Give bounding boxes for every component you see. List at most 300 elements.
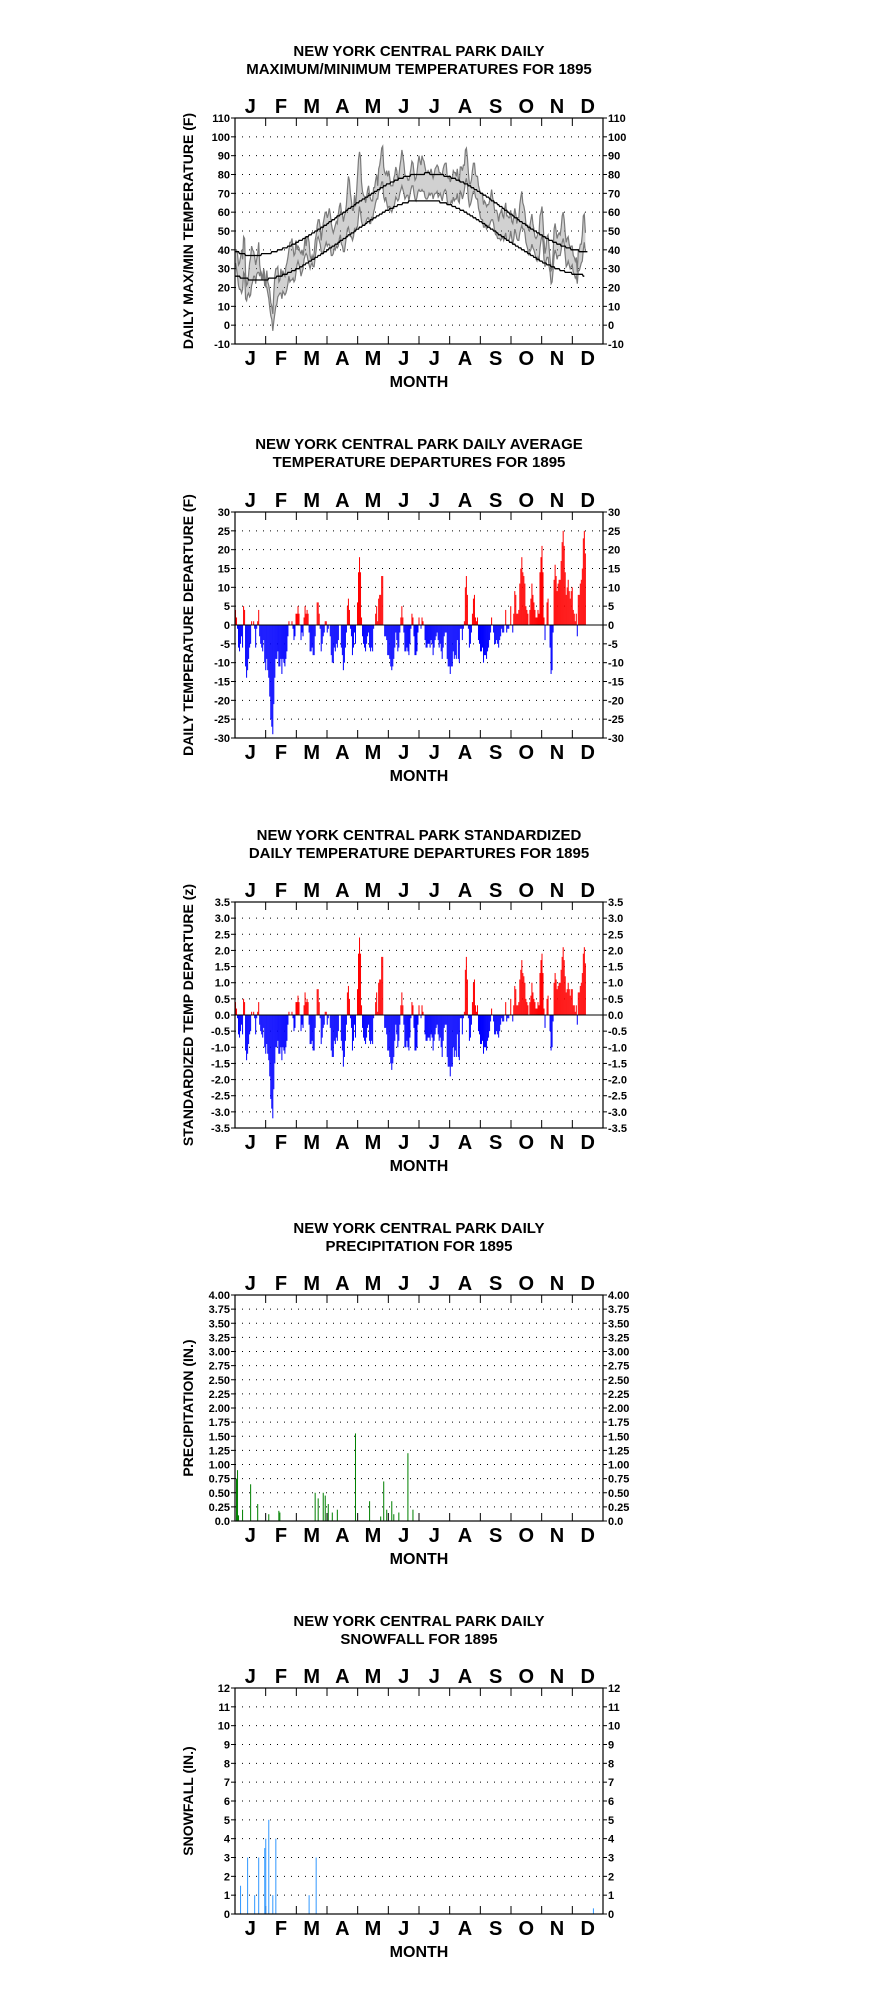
y-tick-label-right: -10 <box>608 339 624 351</box>
month-label-bottom: M <box>303 1918 321 1940</box>
data-bar <box>303 625 304 636</box>
y-tick-label-left: 20 <box>217 544 230 557</box>
data-bar <box>527 1005 528 1015</box>
data-bar <box>537 1002 538 1015</box>
data-bar <box>390 1015 391 1063</box>
data-bar <box>291 621 292 625</box>
y-tick-label-right: 20 <box>608 544 621 557</box>
data-bar <box>422 617 423 625</box>
data-bar <box>241 625 242 636</box>
data-bar <box>319 1002 320 1015</box>
data-bar <box>258 610 259 625</box>
chart-title: NEW YORK CENTRAL PARK DAILY <box>293 1220 545 1237</box>
data-bar <box>520 970 521 1015</box>
data-bar <box>402 1005 403 1015</box>
data-bar <box>407 1453 408 1521</box>
data-bar <box>346 625 347 633</box>
data-bar <box>458 1015 459 1057</box>
data-bar <box>449 1015 450 1067</box>
data-bar <box>489 625 490 640</box>
data-bar <box>561 970 562 1015</box>
data-bar <box>399 625 400 633</box>
data-bar <box>498 1015 499 1038</box>
data-bar <box>348 986 349 1015</box>
data-bar <box>351 625 352 636</box>
data-bar <box>333 1015 334 1057</box>
data-bar <box>485 625 486 655</box>
month-label-bottom: S <box>488 1132 503 1154</box>
data-bar <box>521 960 522 1015</box>
x-axis-label: MONTH <box>389 374 449 391</box>
data-bar <box>558 584 559 625</box>
y-tick-label-right: -5 <box>608 638 618 651</box>
y-tick-label-left: 50 <box>217 226 230 238</box>
data-bar <box>352 625 353 655</box>
data-bar <box>468 625 469 629</box>
data-bar <box>562 542 563 625</box>
month-label-top: N <box>549 880 565 902</box>
data-bar <box>580 986 581 1015</box>
data-bar <box>545 625 546 640</box>
data-bar <box>352 1015 353 1051</box>
data-bar <box>573 1005 574 1015</box>
chart-3 <box>180 827 627 1175</box>
data-bar <box>265 1839 266 1914</box>
data-bar <box>535 617 536 625</box>
month-label-bottom: A <box>457 742 473 764</box>
data-bar <box>462 625 463 640</box>
data-bar <box>438 1015 439 1034</box>
data-bar <box>572 587 573 625</box>
data-bar <box>517 1005 518 1015</box>
data-bar <box>530 996 531 1015</box>
data-bar <box>450 1015 451 1076</box>
data-bar <box>283 625 284 663</box>
data-bar <box>342 625 343 655</box>
data-bar <box>471 1015 472 1025</box>
x-axis-label: MONTH <box>389 1551 449 1568</box>
data-bar <box>584 947 585 1015</box>
data-bar <box>434 1015 435 1041</box>
data-bar <box>465 970 466 1015</box>
data-bar <box>395 625 396 633</box>
data-bar <box>375 1002 376 1015</box>
data-bar <box>322 625 323 644</box>
data-bar <box>325 1496 326 1521</box>
data-bar <box>257 1504 258 1521</box>
month-label-top: N <box>549 1273 565 1295</box>
data-bar <box>497 625 498 644</box>
data-bar <box>369 1501 370 1521</box>
data-bar <box>463 625 464 629</box>
data-bar <box>404 625 405 651</box>
data-bar <box>483 1015 484 1054</box>
month-label-bottom: N <box>549 742 565 764</box>
y-tick-label-right: 3.75 <box>608 1304 630 1317</box>
y-tick-label-left: 15 <box>217 563 230 576</box>
y-tick-label-right: 10 <box>608 301 621 314</box>
data-bar <box>394 1015 395 1041</box>
data-bar <box>315 625 316 636</box>
data-bar <box>310 625 311 651</box>
y-tick-label-left: 3 <box>223 1852 230 1865</box>
data-bar <box>474 979 475 1015</box>
data-bar <box>378 983 379 1015</box>
data-bar <box>316 1858 317 1915</box>
data-bar <box>375 614 376 625</box>
data-bar <box>348 599 349 625</box>
data-bar <box>538 614 539 625</box>
month-label-bottom: J <box>428 348 440 370</box>
data-bar <box>525 999 526 1015</box>
data-bar <box>457 1015 458 1034</box>
data-bar <box>354 1015 355 1025</box>
data-bar <box>248 1015 249 1044</box>
data-bar <box>498 625 499 648</box>
month-label-bottom: J <box>244 348 256 370</box>
y-tick-label-left: 2.00 <box>208 1403 230 1415</box>
data-bar <box>496 1015 497 1031</box>
data-bar <box>485 1015 486 1047</box>
month-label-bottom: J <box>244 1525 256 1547</box>
data-bar <box>417 1015 418 1025</box>
data-bar <box>273 1015 274 1089</box>
data-bar <box>448 1015 449 1067</box>
plot-frame <box>235 1688 603 1914</box>
data-bar <box>570 599 571 625</box>
data-bar <box>548 599 549 625</box>
data-bar <box>476 621 477 625</box>
data-bar <box>454 1015 455 1057</box>
data-bar <box>271 625 272 727</box>
data-bar <box>560 580 561 625</box>
data-bar <box>412 617 413 625</box>
data-bar <box>336 625 337 644</box>
month-label-top: A <box>457 1666 473 1688</box>
data-bar <box>501 625 502 629</box>
data-bar <box>323 1493 324 1521</box>
data-bar <box>369 625 370 648</box>
chart-subtitle: DAILY TEMPERATURE DEPARTURES FOR 1895 <box>248 845 590 862</box>
month-label-top: J <box>398 1273 410 1295</box>
y-tick-label-right: 4.00 <box>608 1290 630 1302</box>
month-label-bottom: N <box>549 1918 565 1940</box>
data-bar <box>242 625 243 648</box>
month-label-top: J <box>244 490 256 512</box>
y-tick-label-right: -30 <box>608 733 624 745</box>
y-tick-label-left: 3.0 <box>214 913 230 926</box>
data-bar <box>299 1002 300 1015</box>
data-bar <box>275 625 276 659</box>
data-bar <box>318 602 319 625</box>
data-bar <box>593 1908 594 1914</box>
data-bar <box>268 1820 269 1914</box>
month-label-top: O <box>518 490 535 512</box>
y-tick-label-right: 80 <box>608 169 621 182</box>
data-bar <box>446 625 447 633</box>
data-bar <box>433 1015 434 1051</box>
month-label-top: A <box>335 96 350 118</box>
y-tick-label-right: 6 <box>608 1796 615 1808</box>
month-label-bottom: J <box>428 1918 440 1940</box>
data-bar <box>569 591 570 625</box>
data-bar <box>445 625 446 633</box>
y-tick-label-right: 10 <box>608 582 621 595</box>
x-axis-label: MONTH <box>389 1944 449 1961</box>
data-bar <box>397 625 398 651</box>
data-bar <box>268 625 269 678</box>
data-bar <box>283 1015 284 1051</box>
data-bar <box>472 1002 473 1015</box>
data-bar <box>311 1015 312 1044</box>
data-bar <box>453 625 454 651</box>
data-bar <box>544 1009 545 1015</box>
y-tick-label-right: 2.5 <box>608 929 624 942</box>
data-bar <box>390 625 391 666</box>
y-tick-label-right: -1.0 <box>608 1042 627 1055</box>
data-bar <box>330 625 331 636</box>
data-bar <box>282 1015 283 1047</box>
data-bar <box>542 954 543 1015</box>
month-label-bottom: M <box>364 348 382 370</box>
y-tick-label-left: -2.5 <box>211 1090 230 1103</box>
month-label-bottom: A <box>335 1918 350 1940</box>
y-tick-label-right: 2.50 <box>608 1374 630 1387</box>
data-bar <box>361 617 362 625</box>
data-bar <box>381 957 382 1015</box>
data-bar <box>338 625 339 640</box>
month-label-bottom: M <box>364 742 382 764</box>
data-bar <box>363 1015 364 1038</box>
data-bar <box>584 531 585 625</box>
data-bar <box>250 1015 251 1031</box>
data-bar <box>503 625 504 633</box>
y-tick-label-right: 1.75 <box>608 1417 630 1430</box>
y-axis-label: SNOWFALL (IN.) <box>180 1746 196 1856</box>
data-bar <box>538 1005 539 1015</box>
month-label-top: A <box>457 880 473 902</box>
data-bar <box>437 625 438 633</box>
data-bar <box>535 1009 536 1015</box>
month-label-bottom: F <box>274 1525 288 1547</box>
data-bar <box>308 614 309 625</box>
data-bar <box>266 1015 267 1044</box>
data-bar <box>516 1005 517 1015</box>
data-bar <box>365 1015 366 1044</box>
data-bar <box>304 1005 305 1015</box>
data-bar <box>441 625 442 651</box>
data-bar <box>570 996 571 1015</box>
data-bar <box>367 625 368 636</box>
data-bar <box>565 572 566 625</box>
y-tick-label-right: -1.5 <box>608 1058 627 1071</box>
data-bar <box>318 1498 319 1521</box>
y-tick-label-left: 1 <box>223 1890 230 1903</box>
data-bar <box>307 610 308 625</box>
data-bar <box>505 610 506 625</box>
data-bar <box>480 1015 481 1044</box>
data-bar <box>247 1015 248 1054</box>
data-bar <box>294 1015 295 1028</box>
data-bar <box>500 625 501 636</box>
data-bar <box>474 595 475 625</box>
data-bar <box>308 1002 309 1015</box>
data-bar <box>241 1015 242 1025</box>
data-bar <box>324 625 325 633</box>
data-bar <box>439 625 440 648</box>
data-bar <box>259 625 260 636</box>
month-label-bottom: A <box>457 1918 473 1940</box>
data-bar <box>567 587 568 625</box>
data-bar <box>281 625 282 674</box>
data-bar <box>371 1015 372 1041</box>
y-tick-label-left: 80 <box>217 169 230 182</box>
y-tick-label-left: 1.0 <box>214 977 230 990</box>
data-bar <box>518 1002 519 1015</box>
month-label-bottom: J <box>244 742 256 764</box>
month-label-top: S <box>488 490 503 512</box>
data-bar <box>440 625 441 644</box>
data-bar <box>312 1015 313 1041</box>
data-bar <box>479 625 480 644</box>
y-tick-label-right: -3.0 <box>608 1106 627 1119</box>
data-bar <box>578 992 579 1015</box>
data-bar <box>243 999 244 1015</box>
data-bar <box>258 1002 259 1015</box>
data-bar <box>442 1015 443 1057</box>
y-tick-label-right: 0.0 <box>608 1010 624 1022</box>
data-bar <box>338 1015 339 1031</box>
data-bar <box>582 569 583 626</box>
data-bar <box>368 625 369 633</box>
y-tick-label-right: 2.0 <box>608 945 624 958</box>
y-tick-label-right: 0 <box>608 320 615 333</box>
data-bar <box>342 1015 343 1051</box>
data-bar <box>236 617 237 625</box>
month-label-top: A <box>335 1273 350 1295</box>
month-label-bottom: M <box>364 1918 382 1940</box>
data-bar <box>401 992 402 1015</box>
data-bar <box>471 625 472 633</box>
y-tick-label-left: 0 <box>223 320 230 333</box>
data-bar <box>510 606 511 625</box>
data-bar <box>581 983 582 1015</box>
data-bar <box>368 1015 369 1025</box>
data-bar <box>472 614 473 625</box>
data-bar <box>533 602 534 625</box>
y-tick-label-right: 1.50 <box>608 1431 630 1444</box>
data-bar <box>556 979 557 1015</box>
month-label-top: A <box>335 1666 350 1688</box>
y-tick-label-left: -0.5 <box>211 1026 230 1039</box>
data-bar <box>452 1015 453 1067</box>
month-label-bottom: O <box>518 348 535 370</box>
data-bar <box>555 565 556 625</box>
data-bar <box>251 621 252 625</box>
data-bar <box>514 986 515 1015</box>
data-bar <box>454 625 455 659</box>
y-tick-label-left: 10 <box>217 301 230 314</box>
data-bar <box>306 1002 307 1015</box>
data-bar <box>257 621 258 625</box>
data-bar <box>382 576 383 625</box>
y-tick-label-left: -3.0 <box>211 1106 230 1119</box>
data-bar <box>483 625 484 663</box>
data-bar <box>496 625 497 640</box>
month-label-top: J <box>428 490 440 512</box>
data-bar <box>264 1848 265 1914</box>
y-tick-label-right: 1.5 <box>608 961 624 974</box>
y-tick-label-right: 11 <box>608 1701 620 1714</box>
data-bar <box>532 595 533 625</box>
data-bar <box>394 625 395 648</box>
y-tick-label-right: 110 <box>608 113 626 125</box>
data-bar <box>495 1015 496 1034</box>
y-tick-label-right: 8 <box>608 1758 615 1771</box>
y-tick-label-left: -1.0 <box>211 1042 230 1055</box>
y-tick-label-left: 100 <box>211 131 230 144</box>
data-bar <box>242 1015 243 1034</box>
data-bar <box>309 1015 310 1025</box>
data-bar <box>287 1015 288 1025</box>
y-tick-label-left: 2 <box>223 1871 230 1884</box>
data-bar <box>359 557 360 625</box>
data-bar <box>475 1005 476 1015</box>
month-label-bottom: J <box>428 1525 440 1547</box>
y-tick-label-right: 25 <box>608 525 621 538</box>
month-label-bottom: A <box>457 348 473 370</box>
y-tick-label-left: 8 <box>223 1758 230 1771</box>
month-label-top: O <box>518 1666 535 1688</box>
data-bar <box>491 617 492 625</box>
data-bar <box>502 625 503 633</box>
data-bar <box>407 625 408 651</box>
data-bar <box>493 1015 494 1021</box>
data-bar <box>415 625 416 655</box>
y-tick-label-left: 90 <box>217 150 230 163</box>
data-bar <box>274 625 275 678</box>
data-bar <box>313 1015 314 1051</box>
y-tick-label-left: -3.5 <box>211 1123 230 1135</box>
plot-frame <box>235 118 603 344</box>
data-bar <box>370 625 371 651</box>
data-bar <box>302 625 303 633</box>
month-label-top: M <box>364 880 382 902</box>
data-bar <box>445 1015 446 1025</box>
data-bar <box>391 625 392 670</box>
y-tick-label-right: 3.0 <box>608 913 624 926</box>
data-bar <box>540 960 541 1015</box>
data-bar <box>381 576 382 625</box>
data-bar <box>461 625 462 629</box>
data-bar <box>436 625 437 636</box>
data-bar <box>267 1015 268 1054</box>
data-bar <box>422 1005 423 1015</box>
month-label-top: F <box>274 880 288 902</box>
y-tick-label-left: 6 <box>223 1796 230 1808</box>
data-bar <box>398 625 399 648</box>
y-tick-label-left: 1.50 <box>208 1431 230 1444</box>
data-bar <box>280 625 281 659</box>
data-bar <box>262 1015 263 1038</box>
month-label-bottom: J <box>398 1918 410 1940</box>
data-bar <box>561 561 562 625</box>
data-bar <box>341 625 342 648</box>
data-bar <box>522 973 523 1015</box>
data-bar <box>256 625 257 629</box>
y-tick-label-left: 10 <box>217 582 230 595</box>
data-bar <box>280 1015 281 1047</box>
